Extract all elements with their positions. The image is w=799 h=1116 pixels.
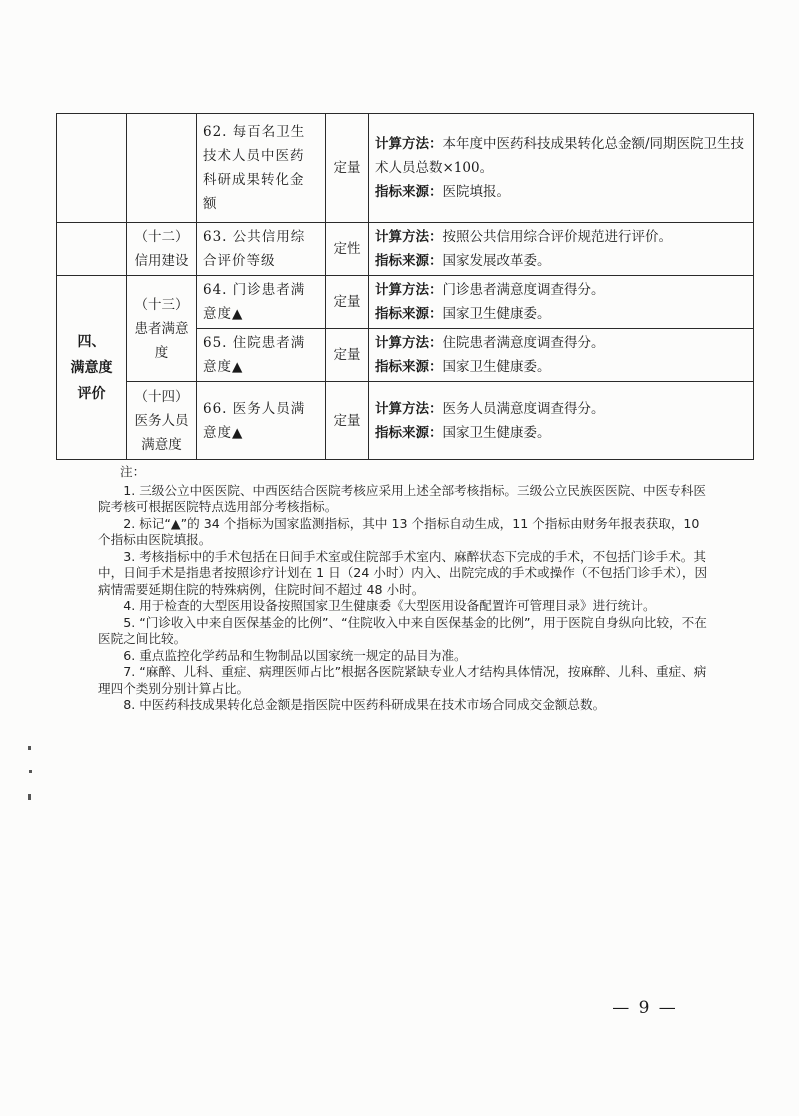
subcategory-line: （十四） (134, 388, 189, 405)
subcategory-line: 医务人员 (134, 412, 189, 429)
scan-mark (28, 794, 31, 800)
method-text: 住院患者满意度调查得分。 (442, 335, 605, 351)
note-item: 3. 考核指标中的手术包括在日间手术室或住院部手术室内、麻醉状态下完成的手术，不包括门诊手术。其中，日间手术是指患者按照诊疗计划在 1 日（24 小时）内入、出院完成的手术或操作（不包括门诊手术），因病情需要延期住院的特殊病例，住院时间不超过 48 小时。 (98, 548, 708, 597)
description-cell (369, 114, 754, 223)
category-cell (57, 276, 127, 460)
indicator-line: 意度▲ (203, 359, 244, 375)
subcategory-line: （十三） (134, 296, 189, 313)
method-label: 计算方法： (375, 136, 443, 152)
source-text: 医院填报。 (442, 184, 510, 200)
note-item: 5. “门诊收入中来自医保基金的比例”、“住院收入中来自医保基金的比例”，用于医院自身纵向比较，不在医院之间比较。 (98, 614, 707, 646)
source-text: 国家卫生健康委。 (442, 306, 551, 322)
source-label: 指标来源： (375, 184, 443, 200)
table-row (57, 276, 754, 329)
indicator-table (56, 113, 754, 460)
description-cell (369, 223, 754, 276)
subcategory-line: 信用建设 (134, 253, 189, 269)
description-cell (369, 329, 754, 382)
type-cell: 定量 (326, 382, 369, 460)
method-label: 计算方法： (375, 282, 443, 298)
indicator-cell (197, 114, 326, 223)
notes-heading: 注： (120, 464, 146, 479)
method-text: 本年度中医药科技成果转化总金额/同期医院卫生技术人员总数×100。 (375, 136, 745, 176)
note-item: 1. 三级公立中医医院、中西医结合医院考核应采用上述全部考核指标。三级公立民族医医院、中医专科医院考核可根据医院特点选用部分考核指标。 (98, 482, 706, 514)
category-cell-empty (57, 223, 127, 276)
indicator-line: 合评价等级 (203, 253, 276, 269)
type-cell: 定量 (326, 329, 369, 382)
subcategory-cell (127, 276, 197, 382)
indicator-cell (197, 382, 326, 460)
indicator-cell (197, 223, 326, 276)
method-text: 按照公共信用综合评价规范进行评价。 (442, 229, 672, 245)
note-item: 6. 重点监控化学药品和生物制品以国家统一规定的品目为准。 (123, 647, 467, 663)
source-text: 国家卫生健康委。 (442, 359, 551, 375)
indicator-line: 65. 住院患者满 (203, 335, 306, 351)
source-label: 指标来源： (375, 359, 443, 375)
subcategory-line: 患者满意 (134, 320, 189, 337)
notes-section (98, 464, 708, 714)
method-label: 计算方法： (375, 400, 443, 417)
note-item: 4. 用于检查的大型医用设备按照国家卫生健康委《大型医用设备配置许可管理目录》进行统计。 (123, 598, 656, 613)
subcategory-cell (127, 382, 197, 460)
indicator-cell (197, 276, 326, 329)
source-label: 指标来源： (375, 424, 443, 441)
description-cell (369, 382, 754, 460)
category-line: 评价 (77, 385, 106, 402)
indicator-line: 63. 公共信用综 (203, 229, 306, 245)
indicator-line: 意度▲ (203, 306, 244, 322)
note-item: 2. 标记“▲”的 34 个指标为国家监测指标，其中 13 个指标自动生成，11 个指标由财务年报表获取，10 个指标由医院填报。 (98, 515, 700, 547)
subcategory-line: （十二） (134, 229, 189, 245)
indicator-line: 62. 每百名卫生 (203, 124, 306, 140)
indicator-line: 意度▲ (203, 424, 244, 441)
type-cell: 定性 (326, 223, 369, 276)
indicator-cell (197, 329, 326, 382)
indicator-line: 技术人员中医药 (203, 148, 305, 164)
method-text: 医务人员满意度调查得分。 (442, 400, 605, 417)
note-item: 8. 中医药科技成果转化总金额是指医院中医药科研成果在技术市场合同成交金额总数。 (123, 697, 606, 712)
source-text: 国家发展改革委。 (442, 253, 551, 269)
type-cell: 定量 (326, 276, 369, 329)
method-text: 门诊患者满意度调查得分。 (442, 282, 605, 298)
type-cell: 定量 (326, 114, 369, 223)
subcategory-cell (127, 223, 197, 276)
indicator-line: 额 (203, 196, 218, 212)
source-label: 指标来源： (375, 253, 443, 269)
subcategory-line: 度 (154, 344, 169, 361)
subcategory-line: 满意度 (141, 436, 182, 453)
description-cell (369, 276, 754, 329)
indicator-line: 科研成果转化金 (203, 172, 305, 188)
source-text: 国家卫生健康委。 (442, 424, 551, 441)
page-number: — 9 — (612, 998, 678, 1018)
category-line: 四、 (77, 333, 106, 350)
table-row (57, 382, 754, 460)
table-row (57, 223, 754, 276)
table-row (57, 114, 754, 223)
method-label: 计算方法： (375, 335, 443, 351)
note-item: 7. “麻醉、儿科、重症、病理医师占比”根据各医院紧缺专业人才结构具体情况，按麻醉、儿科、重症、病理四个类别分别计算占比。 (98, 664, 707, 696)
source-label: 指标来源： (375, 306, 443, 322)
indicator-line: 64. 门诊患者满 (203, 282, 306, 298)
category-line: 满意度 (70, 359, 113, 376)
scan-mark (28, 746, 31, 750)
indicator-line: 66. 医务人员满 (203, 400, 306, 417)
subcategory-cell-empty (127, 114, 197, 223)
scan-mark (29, 770, 32, 773)
method-label: 计算方法： (375, 229, 443, 245)
category-cell-empty (57, 114, 127, 223)
